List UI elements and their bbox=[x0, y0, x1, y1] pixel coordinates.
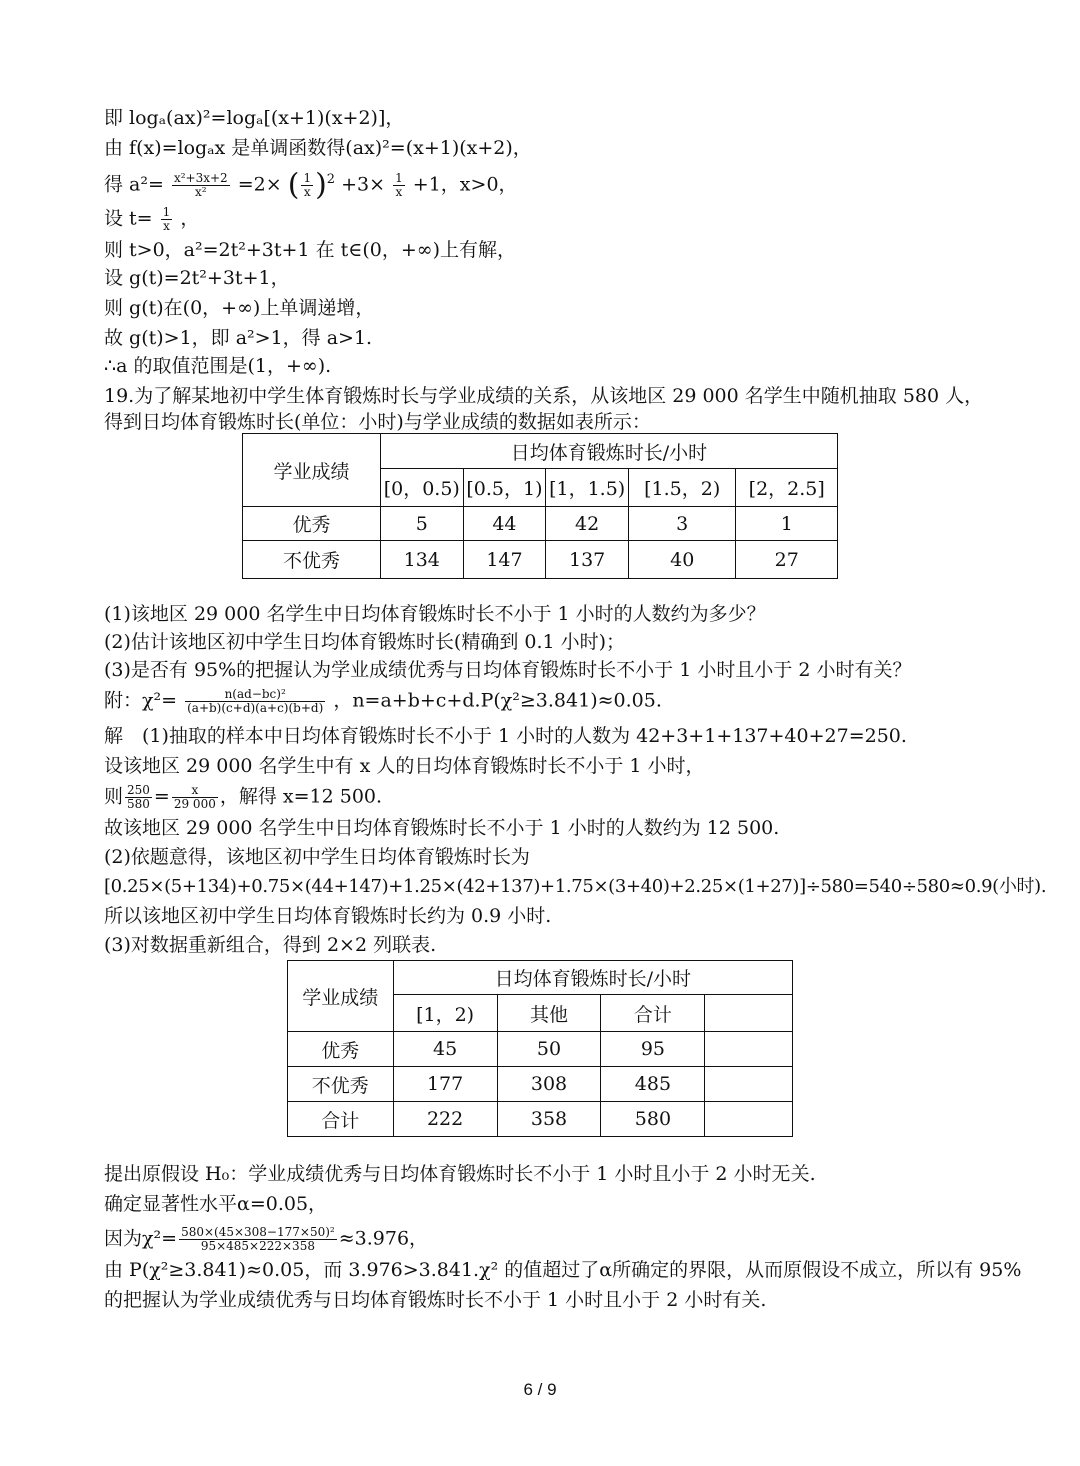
paren: ) bbox=[315, 167, 327, 203]
exponent: 2 bbox=[326, 172, 336, 187]
text-line: ∴a 的取值范围是(1，+∞). bbox=[104, 355, 332, 377]
table-col-header: [1.5，2) bbox=[628, 469, 736, 507]
table-cell: 42 bbox=[546, 507, 629, 541]
table-cell: 222 bbox=[393, 1102, 497, 1137]
fraction-denominator: x bbox=[163, 219, 170, 233]
fraction-numerator: 1 bbox=[303, 170, 312, 185]
solution-line: (2)依题意得，该地区初中学生日均体育锻炼时长为 bbox=[104, 846, 530, 868]
fraction-denominator: x² bbox=[195, 184, 207, 199]
table-cell: 580 bbox=[601, 1102, 705, 1137]
fraction-denominator: 95×485×222×358 bbox=[200, 1239, 315, 1253]
table-col-header: 其他 bbox=[497, 995, 601, 1032]
text-segment: 附：χ²= bbox=[104, 689, 178, 712]
fraction-denominator: 29 000 bbox=[173, 797, 216, 811]
table-row bbox=[288, 1032, 793, 1067]
table-cell: 44 bbox=[463, 507, 546, 541]
question-line: (1)该地区 29 000 名学生中日均体育锻炼时长不小于 1 小时的人数约为多少？ bbox=[104, 603, 766, 625]
fraction-numerator: 1 bbox=[395, 170, 403, 185]
paren: ( bbox=[287, 167, 300, 203]
table-row bbox=[288, 1067, 793, 1102]
text-line: 则 t>0，a²=2t²+3t+1 在 t∈(0，+∞)上有解， bbox=[104, 239, 516, 261]
conclusion-line: 的把握认为学业成绩优秀与日均体育锻炼时长不小于 1 小时且小于 2 小时有关. bbox=[104, 1289, 767, 1311]
table-row bbox=[243, 541, 838, 579]
table-cell: 3 bbox=[628, 507, 736, 541]
table-col-group-header: 日均体育锻炼时长/小时 bbox=[393, 961, 792, 995]
data-table-1 bbox=[242, 433, 838, 579]
table-row bbox=[243, 507, 838, 541]
fraction-denominator: x bbox=[395, 184, 403, 199]
table-cell: 147 bbox=[463, 541, 546, 579]
fraction bbox=[179, 1226, 337, 1253]
text-line bbox=[104, 206, 199, 233]
table-row-label: 优秀 bbox=[288, 1032, 394, 1067]
table-cell bbox=[705, 1102, 793, 1137]
solution-line: 解 (1)抽取的样本中日均体育锻炼时长不小于 1 小时的人数为 42+3+1+137+40+27=250. bbox=[104, 725, 907, 747]
text-segment: ， bbox=[180, 207, 200, 230]
text-segment: 因为χ²= bbox=[104, 1227, 178, 1250]
table-cell: 45 bbox=[393, 1032, 497, 1067]
solution-line: 故该地区 29 000 名学生中日均体育锻炼时长不小于 1 小时的人数约为 12 500. bbox=[104, 817, 780, 839]
table-cell: 134 bbox=[380, 541, 463, 579]
table-col-header: [0，0.5) bbox=[380, 469, 463, 507]
conclusion-line: 确定显著性水平α=0.05， bbox=[104, 1193, 328, 1215]
text-segment: 得 a²= bbox=[104, 173, 164, 196]
table-cell: 1 bbox=[736, 507, 838, 541]
appendix-line bbox=[104, 688, 662, 715]
text-line bbox=[104, 167, 518, 203]
text-segment: 则 bbox=[104, 785, 124, 808]
contingency-table bbox=[287, 960, 793, 1137]
table-cell: 5 bbox=[380, 507, 463, 541]
text-line: 得到日均体育锻炼时长(单位：小时)与学业成绩的数据如表所示： bbox=[104, 411, 651, 433]
fraction-denominator: x bbox=[303, 184, 311, 199]
question-line: (2)估计该地区初中学生日均体育锻炼时长(精确到 0.1 小时)； bbox=[104, 631, 626, 653]
table-cell: 95 bbox=[601, 1032, 705, 1067]
fraction-numerator: 580×(45×308−177×50)² bbox=[181, 1225, 335, 1239]
table-cell: 358 bbox=[497, 1102, 601, 1137]
table-row-label: 不优秀 bbox=[288, 1067, 394, 1102]
table-col-header bbox=[705, 995, 793, 1032]
text-segment: ，解得 x=12 500. bbox=[219, 785, 383, 808]
table-col-group-header: 日均体育锻炼时长/小时 bbox=[380, 434, 837, 469]
fraction-numerator: 250 bbox=[127, 783, 150, 797]
text-segment: ，n=a+b+c+d.P(χ²≥3.841)≈0.05. bbox=[333, 689, 662, 712]
table-cell: 485 bbox=[601, 1067, 705, 1102]
fraction-denominator: (a+b)(c+d)(a+c)(b+d) bbox=[187, 701, 324, 715]
page-number: 6 / 9 bbox=[523, 1380, 557, 1399]
solution-line bbox=[104, 784, 382, 811]
text-segment: = bbox=[153, 785, 170, 808]
conclusion-line bbox=[104, 1226, 428, 1253]
table-cell: 308 bbox=[497, 1067, 601, 1102]
table-col-header: [1，2) bbox=[393, 995, 497, 1032]
table-row-label: 优秀 bbox=[243, 507, 381, 541]
table-cell bbox=[705, 1067, 793, 1102]
fraction bbox=[125, 784, 152, 811]
text-line: 即 logₐ(ax)²=logₐ[(x+1)(x+2)]， bbox=[104, 107, 405, 129]
fraction bbox=[172, 172, 230, 199]
fraction bbox=[393, 172, 405, 199]
fraction bbox=[161, 206, 173, 233]
text-line: 由 f(x)=logₐx 是单调函数得(ax)²=(x+1)(x+2)， bbox=[104, 137, 532, 159]
solution-line: 设该地区 29 000 名学生中有 x 人的日均体育锻炼时长不小于 1 小时， bbox=[104, 755, 705, 777]
table-cell: 27 bbox=[736, 541, 838, 579]
text-segment: ≈3.976， bbox=[338, 1227, 429, 1250]
solution-line: (3)对数据重新组合，得到 2×2 列联表. bbox=[104, 934, 437, 956]
conclusion-line: 由 P(χ²≥3.841)≈0.05，而 3.976>3.841.χ² 的值超过了α所确定的界限，从而原假设不成立，所以有 95% bbox=[104, 1259, 1022, 1281]
text-segment: +3× bbox=[341, 173, 386, 196]
fraction-numerator: n(ad−bc)² bbox=[185, 688, 325, 702]
table-cell: 177 bbox=[393, 1067, 497, 1102]
fraction bbox=[301, 172, 313, 199]
fraction-denominator: 580 bbox=[127, 797, 150, 811]
table-cell: 40 bbox=[628, 541, 736, 579]
table-cell: 137 bbox=[546, 541, 629, 579]
table-col-header: [2，2.5] bbox=[736, 469, 838, 507]
solution-line: [0.25×(5+134)+0.75×(44+147)+1.25×(42+137)+1.75×(3+40)+2.25×(1+27)]÷580=540÷580≈0.9(小时). bbox=[104, 876, 1047, 897]
fraction-numerator: x²+3x+2 bbox=[173, 170, 228, 185]
text-line: 19.为了解某地初中学生体育锻炼时长与学业成绩的关系，从该地区 29 000 名学生中随机抽取 580 人， bbox=[104, 385, 984, 407]
text-segment: 设 t= bbox=[104, 207, 153, 230]
text-line: 故 g(t)>1，即 a²>1，得 a>1. bbox=[104, 327, 373, 349]
table-cell bbox=[705, 1032, 793, 1067]
solution-line: 所以该地区初中学生日均体育锻炼时长约为 0.9 小时. bbox=[104, 905, 552, 927]
table-col-header: [0.5，1) bbox=[463, 469, 546, 507]
text-line: 设 g(t)=2t²+3t+1， bbox=[104, 267, 290, 289]
table-row-label: 合计 bbox=[288, 1102, 394, 1137]
table-col-header: 合计 bbox=[601, 995, 705, 1032]
conclusion-line: 提出原假设 H₀：学业成绩优秀与日均体育锻炼时长不小于 1 小时且小于 2 小时无关. bbox=[104, 1163, 816, 1185]
table-cell: 50 bbox=[497, 1032, 601, 1067]
text-segment: +1，x>0， bbox=[412, 173, 518, 196]
table-row bbox=[288, 1102, 793, 1137]
fraction bbox=[172, 784, 218, 811]
table-col-header: [1，1.5) bbox=[546, 469, 629, 507]
fraction-numerator: 1 bbox=[162, 205, 171, 219]
table-row-label: 不优秀 bbox=[243, 541, 381, 579]
question-line: (3)是否有 95%的把握认为学业成绩优秀与日均体育锻炼时长不小于 1 小时且小于 2 小时有关？ bbox=[104, 659, 912, 681]
text-segment: =2× bbox=[237, 173, 282, 196]
fraction bbox=[185, 688, 325, 715]
fraction-numerator: x bbox=[172, 784, 218, 798]
table-row-header: 学业成绩 bbox=[243, 434, 381, 507]
text-line: 则 g(t)在(0，+∞)上单调递增， bbox=[104, 297, 375, 319]
table-row-header: 学业成绩 bbox=[288, 961, 394, 1032]
